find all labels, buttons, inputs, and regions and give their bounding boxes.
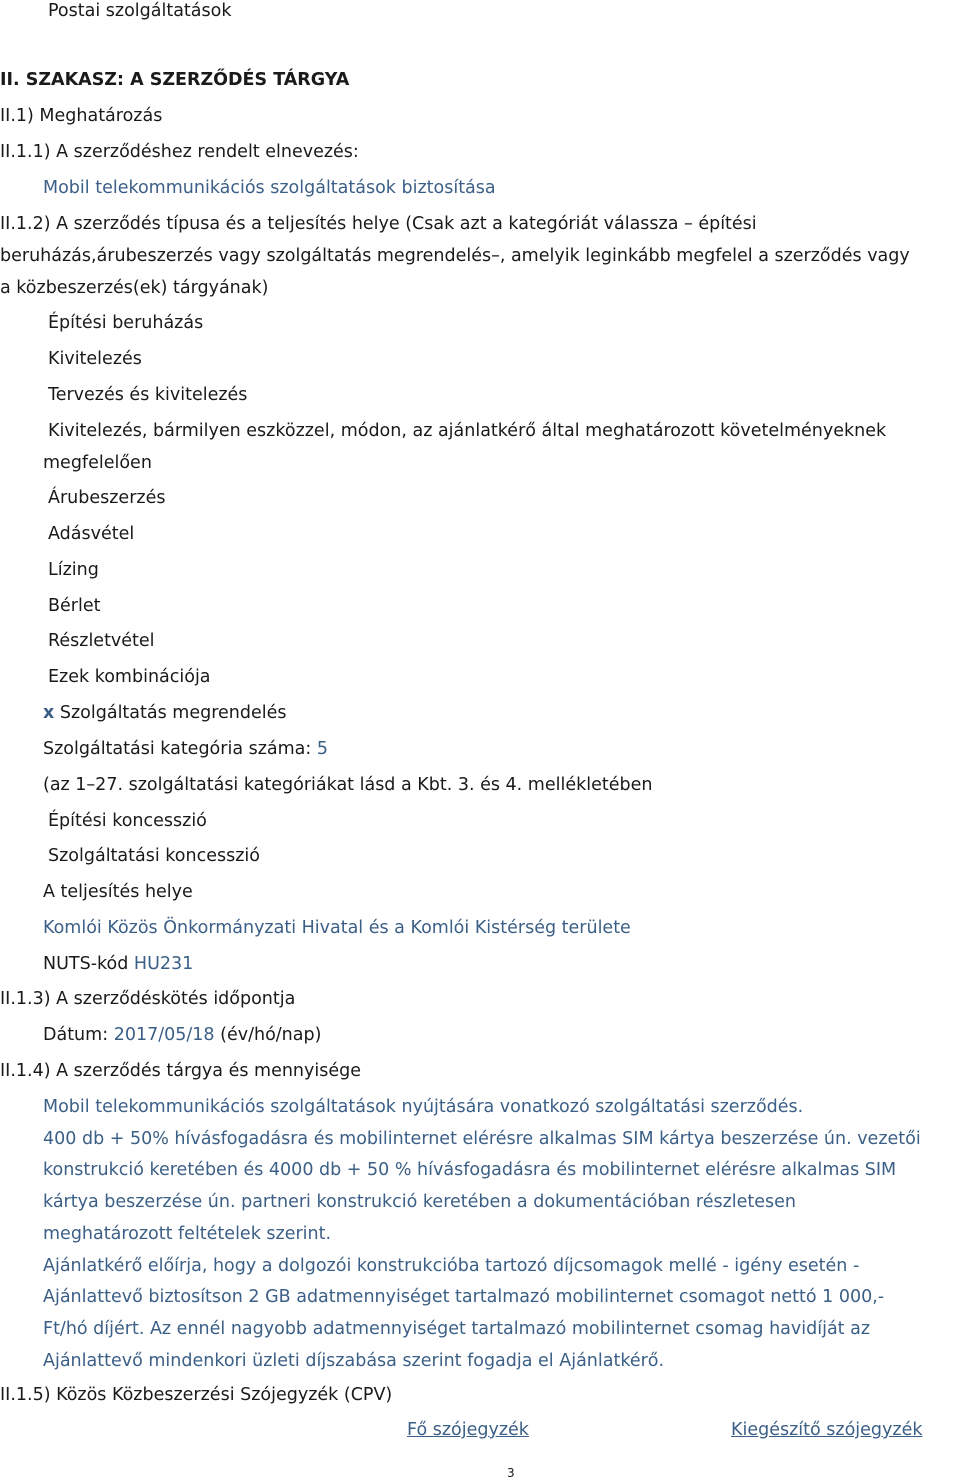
option-works-concession: Építési koncesszió [48,811,207,831]
option-construction-investment: Építési beruházás [48,313,204,333]
subject-text-line: 400 db + 50% hívásfogadásra és mobilinternet elérésre alkalmas SIM kártya beszerzése ún. vezetői [43,1129,921,1149]
option-execution-any-means-line-1: Kivitelezés, bármilyen eszközzel, módon, az ajánlatkérő által meghatározott követelményeknek [48,421,887,441]
date-value: 2017/05/18 [113,1025,215,1045]
previous-section-tail: Postai szolgáltatások [48,1,232,21]
section-title: II. SZAKASZ: A SZERZŐDÉS TÁRGYA [0,70,350,90]
nuts-code-row [43,956,193,974]
option-execution: Kivitelezés [48,349,142,369]
option-design-and-execution: Tervezés és kivitelezés [48,385,248,405]
option-service-order-label: Szolgáltatás megrendelés [59,703,287,723]
contract-type-heading-line-2: beruházás,árubeszerzés vagy szolgáltatás megrendelés–, amelyik leginkább megfelel a szerződés vagy [0,246,910,266]
service-category-note: (az 1–27. szolgáltatási kategóriákat lásd a Kbt. 3. és 4. mellékletében [43,775,653,795]
page-number: 3 [507,1466,515,1480]
main-vocabulary-link[interactable]: Fő szójegyzék [407,1420,529,1440]
option-services-concession: Szolgáltatási koncesszió [48,846,260,866]
place-of-performance-value: Komlói Közös Önkormányzati Hivatal és a Komlói Kistérség területe [43,918,631,938]
subject-text-line: Ajánlattevő biztosítson 2 GB adatmennyiséget tartalmazó mobilinternet csomagot nettó 1 000,- [43,1287,885,1307]
contract-date-row [43,1027,321,1045]
option-execution-any-means-line-2: megfelelően [43,453,152,473]
contract-name-value: Mobil telekommunikációs szolgáltatások biztosítása [43,178,496,198]
option-hire-purchase: Részletvétel [48,631,155,651]
cpv-heading: II.1.5) Közös Közbeszerzési Szójegyzék (CPV) [0,1385,393,1405]
nuts-code-label: NUTS-kód [43,954,129,974]
place-of-performance-label: A teljesítés helye [43,882,193,902]
option-rental: Bérlet [48,596,101,616]
option-service-order [43,705,287,723]
subject-text-line: Ajánlatkérő előírja, hogy a dolgozói konstrukcióba tartozó díjcsomagok mellé - igény esetén - [43,1256,860,1276]
subject-text-line: meghatározott feltételek szerint. [43,1224,332,1244]
contract-name-label: II.1.1) A szerződéshez rendelt elnevezés: [0,142,359,162]
subject-text-line: kártya beszerzése ún. partneri konstrukció keretében a dokumentációban részletesen [43,1192,797,1212]
date-label: Dátum: [43,1025,109,1045]
supplementary-vocabulary-link[interactable]: Kiegészítő szójegyzék [731,1420,923,1440]
contract-date-heading: II.1.3) A szerződéskötés időpontja [0,989,296,1009]
subject-quantity-heading: II.1.4) A szerződés tárgya és mennyisége [0,1061,361,1081]
option-combination: Ezek kombinációja [48,667,211,687]
subject-text-line: konstrukció keretében és 4000 db + 50 % hívásfogadásra és mobilinternet elérésre alkalmas SIM [43,1160,897,1180]
subject-text-line: Mobil telekommunikációs szolgáltatások nyújtására vonatkozó szolgáltatási szerződés. [43,1097,804,1117]
service-category-row [43,741,328,759]
contract-type-heading-line-3: a közbeszerzés(ek) tárgyának) [0,278,269,298]
service-category-label: Szolgáltatási kategória száma: [43,739,312,759]
option-purchase: Adásvétel [48,524,135,544]
option-supply: Árubeszerzés [48,488,166,508]
contract-type-heading-line-1: II.1.2) A szerződés típusa és a teljesítés helye (Csak azt a kategóriát válassza – építési [0,214,757,234]
subject-text-line: Ajánlattevő mindenkori üzleti díjszabása szerint fogadja el Ajánlatkérő. [43,1351,665,1371]
subject-text-line: Ft/hó díjért. Az ennél nagyobb adatmennyiséget tartalmazó mobilinternet csomag havidíját az [43,1319,871,1339]
nuts-code-value: HU231 [133,954,194,974]
selected-checkmark: x [43,703,55,723]
date-format-hint: (év/hó/nap) [220,1025,322,1045]
subsection-heading: II.1) Meghatározás [0,106,163,126]
service-category-value: 5 [316,739,329,759]
option-leasing: Lízing [48,560,99,580]
